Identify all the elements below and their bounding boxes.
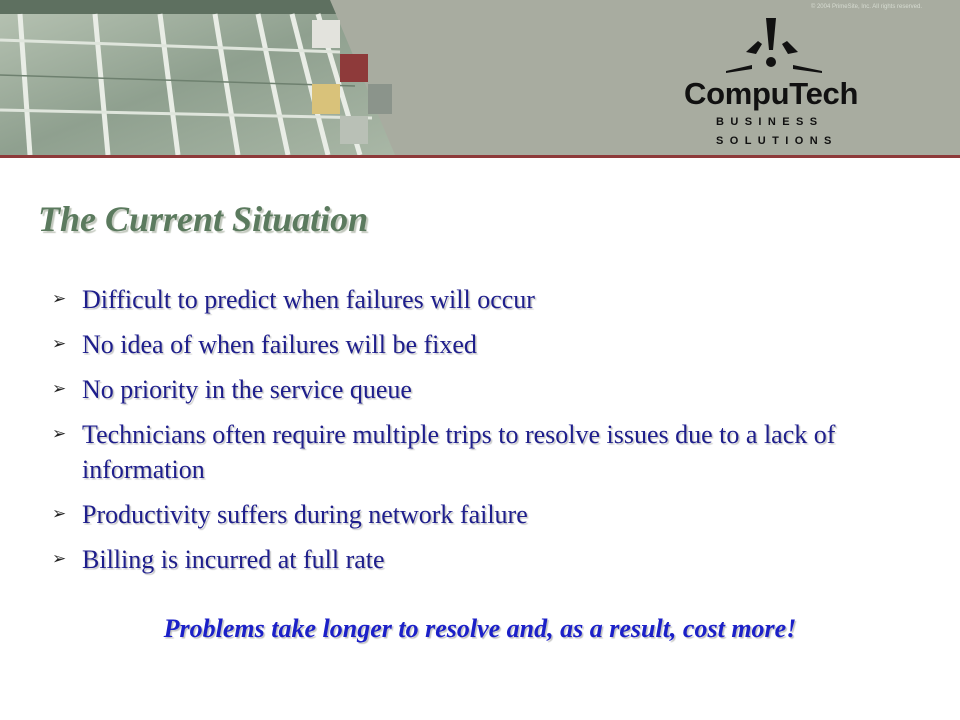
arrow-bullet-icon: ➢ — [52, 289, 67, 309]
arrow-bullet-icon: ➢ — [52, 549, 67, 569]
bullet-item — [52, 282, 922, 317]
copyright-notice: © 2004 PrimeSite, Inc. All rights reserved. — [810, 4, 922, 10]
bullet-list — [52, 282, 922, 587]
conclusion-text: Problems take longer to resolve and, as a result, cost more! — [163, 614, 797, 643]
bullet-text: No priority in the service queue — [82, 375, 412, 404]
slide-title: The Current Situation — [38, 199, 369, 239]
building-photo — [0, 0, 395, 155]
bullet-text: Difficult to predict when failures will occur — [82, 285, 535, 314]
bullet-text: Productivity suffers during network failure — [82, 500, 528, 529]
arrow-bullet-icon: ➢ — [52, 424, 67, 444]
header-divider — [0, 155, 960, 158]
logo-subtitle-business: BUSINESS — [716, 116, 824, 128]
bullet-item — [52, 542, 922, 577]
bullet-text: No idea of when failures will be fixed — [82, 330, 477, 359]
arrow-bullet-icon: ➢ — [52, 334, 67, 354]
logo-wordmark: CompuTech — [684, 76, 859, 111]
arrow-bullet-icon: ➢ — [52, 504, 67, 524]
bullet-item — [52, 372, 922, 407]
logo-subtitle-solutions: SOLUTIONS — [716, 135, 838, 147]
bullet-item — [52, 327, 922, 362]
bullet-text: Billing is incurred at full rate — [82, 545, 385, 574]
bullet-item — [52, 417, 922, 487]
computech-logo — [684, 10, 894, 150]
bullet-item — [52, 497, 922, 532]
bullet-text: Technicians often require multiple trips to resolve issues due to a lack of information — [82, 420, 836, 484]
logo-starburst-icon — [684, 10, 894, 76]
arrow-bullet-icon: ➢ — [52, 379, 67, 399]
